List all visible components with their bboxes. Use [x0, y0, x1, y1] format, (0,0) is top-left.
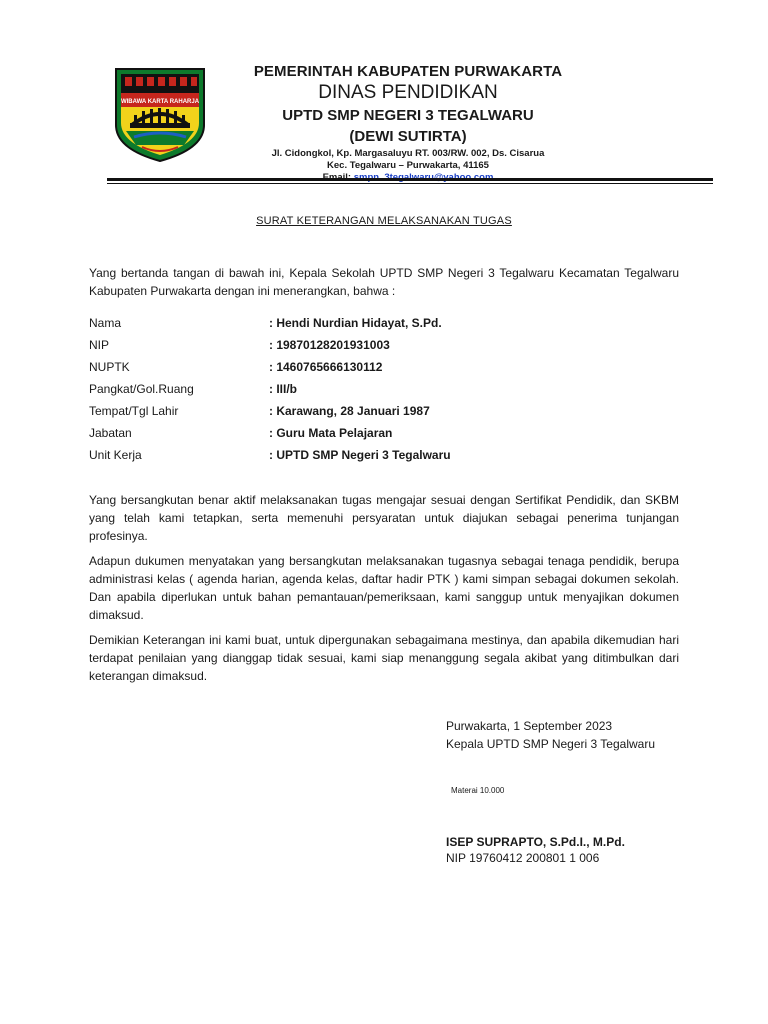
field-label: Nama [89, 316, 122, 330]
stamp-duty-label: Materai 10.000 [451, 786, 505, 795]
letter-title: SURAT KETERANGAN MELAKSANAKAN TUGAS [256, 215, 512, 227]
field-row-nama [89, 314, 679, 336]
body-paragraph-3: Demikian Keterangan ini kami buat, untuk dipergunakan sebagaimana mestinya, dan apabila dikemudian hari terdapat penilaian yang dianggap tidak sesuai, kami siap menanggung segala akibat yang ditimbulkan dari keterangan dimaksud. [89, 633, 679, 683]
field-label: Jabatan [89, 426, 132, 440]
signature-place-date: Purwakarta, 1 September 2023 [446, 719, 613, 733]
body-paragraph-2: Adapun dukumen menyatakan yang bersangkutan melaksanakan tugasnya sebagai tenaga pendidik, berupa administrasi kelas ( agenda harian, agenda kelas, daftar hadir PTK ) kami simpan sebagai dokumen sekolah. Dan apabila diperlukan untuk bahan pemantauan/pemeriksaan, kami sanggup untuk menyajikan dokumen dimaksud. [89, 554, 679, 622]
signature-position: Kepala UPTD SMP Negeri 3 Tegalwaru [446, 737, 655, 751]
signer-nip: NIP 19760412 200801 1 006 [446, 851, 600, 865]
letterhead-divider-thin [107, 183, 713, 184]
field-value: : UPTD SMP Negeri 3 Tegalwaru [269, 448, 451, 462]
field-label: Unit Kerja [89, 448, 142, 462]
field-value: : Karawang, 28 Januari 1987 [269, 404, 430, 418]
intro-paragraph: Yang bertanda tangan di bawah ini, Kepala Sekolah UPTD SMP Negeri 3 Tegalwaru Kecamatan Tegalwaru Kabupaten Purwakarta dengan ini menerangkan, bahwa : [89, 266, 679, 298]
government-name: PEMERINTAH KABUPATEN PURWAKARTA [253, 63, 563, 80]
signer-block [446, 834, 625, 866]
school-name: UPTD SMP NEGERI 3 TEGALWARU [282, 107, 534, 124]
field-row-tempat-tgl-lahir [89, 402, 679, 424]
field-label: NUPTK [89, 360, 130, 374]
signer-name: ISEP SUPRAPTO, S.Pd.I., M.Pd. [446, 835, 625, 849]
letterhead-divider-thick [107, 178, 713, 181]
letterhead [228, 62, 588, 184]
field-label: Tempat/Tgl Lahir [89, 404, 179, 418]
identity-fields [89, 314, 679, 468]
field-value: : 19870128201931003 [269, 338, 390, 352]
field-value: : 1460765666130112 [269, 360, 383, 374]
school-nickname: (DEWI SUTIRTA) [349, 128, 467, 145]
agency-name: DINAS PENDIDIKAN [318, 82, 498, 103]
field-value: : III/b [269, 382, 297, 396]
field-label: Pangkat/Gol.Ruang [89, 382, 194, 396]
regency-emblem-logo [112, 63, 208, 163]
field-value: : Hendi Nurdian Hidayat, S.Pd. [269, 316, 442, 330]
field-label: NIP [89, 338, 110, 352]
field-row-unit-kerja [89, 446, 679, 468]
field-row-nuptk [89, 358, 679, 380]
address-line-2: Kec. Tegalwaru – Purwakarta, 41165 [327, 160, 489, 171]
field-row-jabatan [89, 424, 679, 446]
field-value: : Guru Mata Pelajaran [269, 426, 393, 440]
address-line-1: Jl. Cidongkol, Kp. Margasaluyu RT. 003/RW. 002, Ds. Cisarua [271, 148, 545, 159]
field-row-nip [89, 336, 679, 358]
field-row-pangkat [89, 380, 679, 402]
body-paragraph-1: Yang bersangkutan benar aktif melaksanakan tugas mengajar sesuai dengan Sertifikat Pendidik, dan SKBM yang telah kami tetapkan, serta memenuhi persyaratan untuk diajukan sebagai penerima tunjangan profesinya. [89, 493, 679, 543]
logo-motto-text: WIBAWA KARTA RAHARJA [120, 99, 200, 105]
